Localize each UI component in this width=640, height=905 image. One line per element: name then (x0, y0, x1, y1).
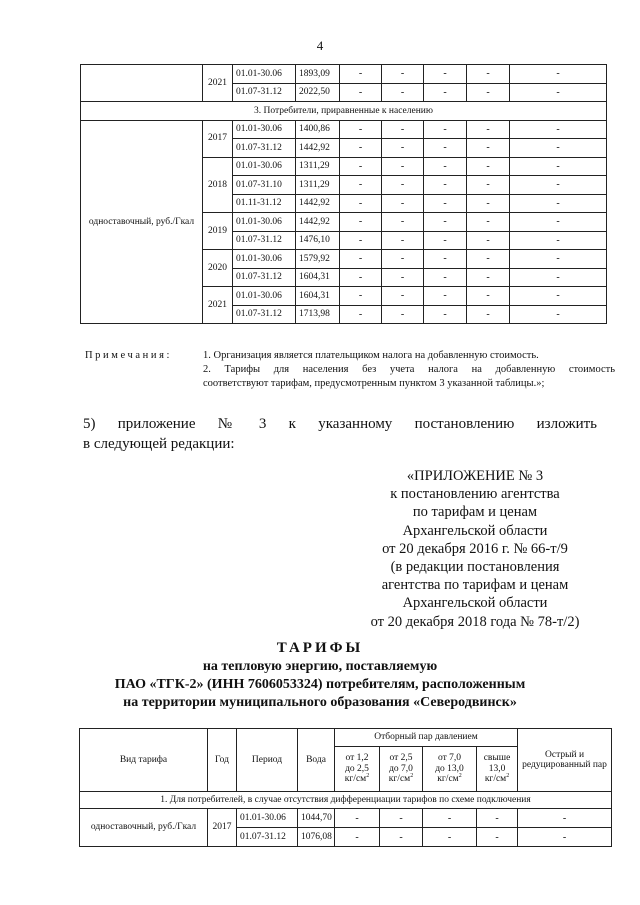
table-row: 2021 01.01-30.06 1604,31 - - - - - (81, 287, 607, 306)
table-row: 01.07-31.12 1442,92 - - - - - (81, 139, 607, 158)
header-tariff-type: Вид тарифа (80, 729, 208, 792)
section-heading: 1. Для потребителей, в случае отсутствия дифференциации тарифов по схеме подключения (80, 792, 612, 809)
tariff-table-continued (80, 64, 607, 324)
year-cell: 2018 (203, 157, 233, 213)
header-year: Год (208, 729, 237, 792)
table-row: 01.07-31.12 1604,31 - - - - - (81, 268, 607, 287)
value-cell: 2022,50 (296, 83, 340, 102)
note-2-line-2: соответствуют тарифам, предусмотренным пунктом 3 указанной таблицы.»; (203, 378, 545, 389)
table-row: 01.07-31.10 1311,29 - - - - - (81, 176, 607, 195)
document-title: ТАРИФЫ (276, 640, 364, 656)
header-steam-4: свыше 13,0 $кг/см^2$ (477, 747, 518, 792)
paragraph-line-1: 5) приложение № 3 к указанному постановлению изложить (83, 416, 597, 432)
period-cell: 01.01-30.06 (233, 65, 296, 84)
appendix-header: «ПРИЛОЖЕНИЕ № 3 к постановлению агентства по тарифам и ценам Архангельской области от 20 декабря 2016 г. № 66-т/9 (в редакции постановления агентства по тарифам и ценам Архангельской области от 20 декабря 2018 года № 78-т/2) (370, 468, 580, 630)
paragraph-line-2: в следующей редакции: (83, 436, 235, 452)
header-row (80, 729, 612, 747)
table-row: 2020 01.01-30.06 1579,92 - - - - - (81, 250, 607, 269)
note-2-line-1: 2. Тарифы для населения без учета налога на добавленную стоимость (203, 364, 615, 375)
table-row: одноставочный, руб./Гкал 2017 01.01-30.06 1044,70 - - - - - (80, 809, 612, 828)
table-row: 01.07-31.12 2022,50 - - - - - (81, 83, 607, 102)
value-cell: 1893,09 (296, 65, 340, 84)
year-cell: 2021 (203, 65, 233, 102)
tariff-table (79, 728, 612, 847)
table-row: 01.07-31.12 1076,08 - - - - - (80, 828, 612, 847)
header-water: Вода (298, 729, 335, 792)
section-row (81, 102, 607, 121)
tariff-label: одноставочный, руб./Гкал (81, 120, 203, 324)
section-row (80, 792, 612, 809)
header-steam-group: Отборный пар давлением (335, 729, 518, 747)
table-row: 2019 01.01-30.06 1442,92 - - - - - (81, 213, 607, 232)
year-cell: 2021 (203, 287, 233, 324)
year-cell: 2019 (203, 213, 233, 250)
year-cell: 2017 (208, 809, 237, 847)
tariff-label: одноставочный, руб./Гкал (80, 809, 208, 847)
notes-label: Примечания: (85, 350, 173, 361)
header-steam-2: от 2,5 до 7,0 $кг/см^2$ (380, 747, 423, 792)
table-row: 01.11-31.12 1442,92 - - - - - (81, 194, 607, 213)
table-row: 01.07-31.12 1713,98 - - - - - (81, 305, 607, 324)
note-1: 1. Организация является плательщиком налога на добавленную стоимость. (203, 350, 539, 361)
table-row: 01.07-31.12 1476,10 - - - - - (81, 231, 607, 250)
table-row: одноставочный, руб./Гкал 2017 01.01-30.06 1400,86 - - - - - (81, 120, 607, 139)
table-row: 2018 01.01-30.06 1311,29 - - - - - (81, 157, 607, 176)
period-cell: 01.07-31.12 (233, 83, 296, 102)
header-steam-1: от 1,2 до 2,5 $кг/см^2$ (335, 747, 380, 792)
year-cell: 2020 (203, 250, 233, 287)
header-sharp-steam: Острый и редуцированный пар (518, 729, 612, 792)
document-subtitle: на тепловую энергию, поставляемую ПАО «ТГК-2» (ИНН 7606053324) потребителям, расположенным на территории муниципального образования «Северодвинск» (114, 659, 526, 710)
table-row: 2021 01.01-30.06 1893,09 - - - - - (81, 65, 607, 84)
section-heading: 3. Потребители, приравненные к населению (81, 102, 607, 121)
year-cell: 2017 (203, 120, 233, 157)
page-number: 4 (316, 38, 324, 53)
header-steam-3: от 7,0 до 13,0 $кг/см^2$ (423, 747, 477, 792)
header-period: Период (237, 729, 298, 792)
